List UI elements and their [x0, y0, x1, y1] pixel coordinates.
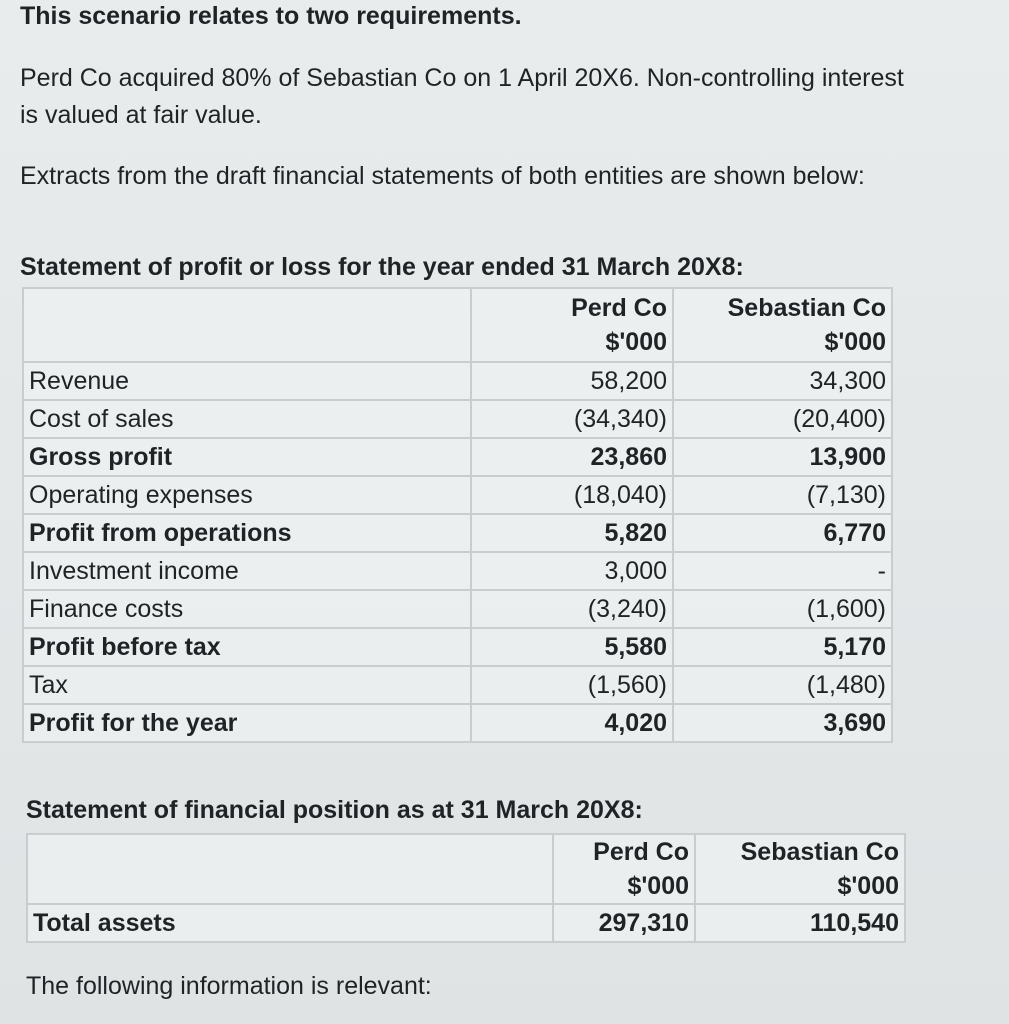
perd-value: 4,020 [471, 704, 673, 742]
sebastian-value: 110,540 [695, 904, 905, 942]
perd-value: (1,560) [471, 666, 673, 704]
column-unit: $'000 [837, 872, 899, 900]
column-unit: $'000 [824, 328, 886, 356]
table-header-row [27, 834, 905, 904]
extracts-paragraph: Extracts from the draft financial statements of both entities are shown below: [20, 162, 865, 190]
perd-value: 5,580 [471, 628, 673, 666]
table-row [23, 704, 892, 742]
sebastian-value: (20,400) [673, 400, 892, 438]
perd-value: 23,860 [471, 438, 673, 476]
row-label: Finance costs [23, 590, 471, 628]
table-row [23, 514, 892, 552]
row-label: Total assets [27, 904, 553, 942]
scenario-paragraph: Perd Co acquired 80% of Sebastian Co on 1 April 20X6. Non-controlling interest is valued at fair value. [20, 64, 904, 129]
perd-value: (3,240) [471, 590, 673, 628]
row-label: Operating expenses [23, 476, 471, 514]
row-label: Gross profit [23, 438, 471, 476]
sebastian-value: (7,130) [673, 476, 892, 514]
table-row [23, 476, 892, 514]
row-label: Revenue [23, 362, 471, 400]
column-name: Sebastian Co [740, 838, 899, 866]
sebastian-value: 13,900 [673, 438, 892, 476]
financial-position-heading: Statement of financial position as at 31 March 20X8: [26, 796, 643, 824]
row-label: Investment income [23, 552, 471, 590]
table-row [23, 400, 892, 438]
table-header-row [23, 288, 892, 362]
sebastian-value: (1,480) [673, 666, 892, 704]
header-perd-co [553, 834, 695, 904]
row-label: Profit for the year [23, 704, 471, 742]
column-unit: $'000 [605, 328, 667, 356]
header-sebastian-co [695, 834, 905, 904]
header-sebastian-co [673, 288, 892, 362]
sebastian-value: 6,770 [673, 514, 892, 552]
table-row [23, 438, 892, 476]
column-unit: $'000 [627, 872, 689, 900]
sebastian-value: 5,170 [673, 628, 892, 666]
row-label: Tax [23, 666, 471, 704]
perd-value: 58,200 [471, 362, 673, 400]
profit-loss-heading: Statement of profit or loss for the year ended 31 March 20X8: [20, 253, 744, 281]
relevant-info-text: The following information is relevant: [26, 972, 432, 1000]
table-row [23, 628, 892, 666]
table-row [23, 590, 892, 628]
perd-value: 3,000 [471, 552, 673, 590]
row-label: Cost of sales [23, 400, 471, 438]
column-name: Sebastian Co [727, 294, 886, 322]
sebastian-value: (1,600) [673, 590, 892, 628]
table-row [27, 904, 905, 942]
perd-value: 5,820 [471, 514, 673, 552]
intro-heading: This scenario relates to two requirements. [20, 2, 522, 30]
header-perd-co [471, 288, 673, 362]
table-row [23, 552, 892, 590]
header-blank-cell [23, 288, 471, 362]
column-name: Perd Co [571, 294, 667, 322]
row-label: Profit from operations [23, 514, 471, 552]
sebastian-value: 3,690 [673, 704, 892, 742]
table-row [23, 362, 892, 400]
column-name: Perd Co [593, 838, 689, 866]
sebastian-value: 34,300 [673, 362, 892, 400]
perd-value: (18,040) [471, 476, 673, 514]
perd-value: (34,340) [471, 400, 673, 438]
sebastian-value: - [673, 552, 892, 590]
header-blank-cell [27, 834, 553, 904]
profit-loss-table [22, 287, 893, 743]
financial-position-table [26, 833, 906, 943]
row-label: Profit before tax [23, 628, 471, 666]
perd-value: 297,310 [553, 904, 695, 942]
table-row [23, 666, 892, 704]
